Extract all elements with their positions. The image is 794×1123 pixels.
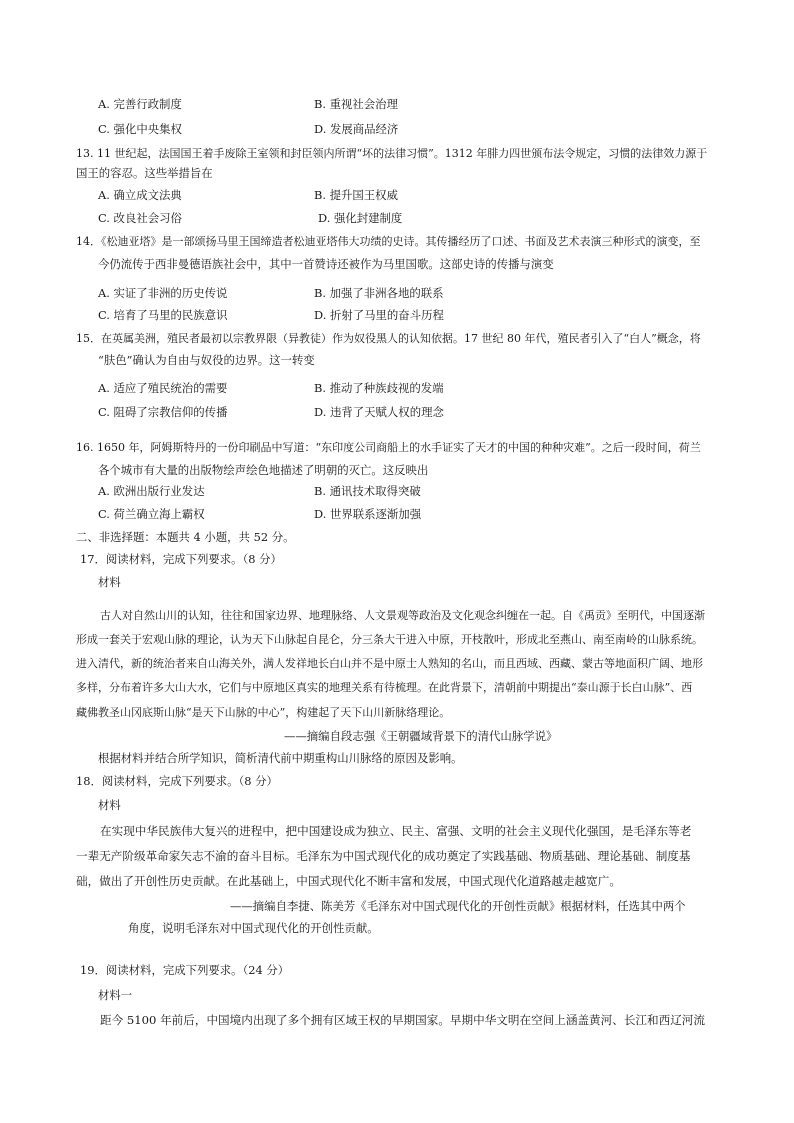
q15-option-a[interactable]: A. 适应了殖民统治的需要 [98, 381, 228, 395]
q18-material-line: 在实现中华民族伟大复兴的进程中，把中国建设成为独立、民主、富强、文明的社会主义现代化强国，是毛泽东等老 [100, 824, 692, 838]
q14-option-a[interactable]: A. 实证了非洲的历史传说 [98, 286, 228, 300]
q15-stem-line1: 15．在英属美洲，殖民者最初以宗教界限（异教徒）作为奴役黑人的认知依据。17 世纪 80 年代，殖民者引入了“白人”概念，将 [76, 332, 701, 345]
q17-material-line: 多样，分布着许多大山大水，它们与中原地区真实的地理关系有待梳理。在此背景下，清朝前中期提出“泰山源于长白山脉”、西 [76, 681, 693, 694]
q17-task: 根据材料并结合所学知识，简析清代前中期重构山川脉络的原因及影响。 [98, 751, 463, 765]
q18-material-label: 材料 [98, 798, 121, 812]
q19-title: 19．阅读材料，完成下列要求。（24 分） [80, 963, 290, 977]
q17-material-line: 进入清代，新的统治者来自山海关外，满人发祥地长白山并不是中原士人熟知的名山，而且西域、西藏、蒙古等地面积广阔、地形 [76, 657, 703, 670]
q14-option-c[interactable]: C. 培育了马里的民族意识 [98, 308, 228, 322]
q13-option-a[interactable]: A. 确立成文法典 [98, 188, 182, 202]
q17-source: ——摘编自段志强《王朝疆域背景下的清代山脉学说》 [284, 729, 558, 743]
q16-option-d[interactable]: D. 世界联系逐渐加强 [314, 507, 422, 521]
q18-task: 角度，说明毛泽东对中国式现代化的开创性贡献。 [128, 921, 379, 935]
q19-material-label: 材料一 [98, 988, 133, 1002]
q15-option-c[interactable]: C. 阻碍了宗教信仰的传播 [98, 405, 228, 419]
q16-option-a[interactable]: A. 欧洲出版行业发达 [98, 484, 205, 498]
q15-option-d[interactable]: D. 违背了天赋人权的理念 [314, 405, 444, 419]
q16-stem-line1: 16. 1650 年，阿姆斯特丹的一份印刷品中写道：“东印度公司商船上的水手证实了天才的中国的种种灾难”。之后一段时间，荷兰 [76, 441, 701, 454]
q13-stem-line1: 13. 11 世纪起，法国国王着手废除王室领和封臣领内所谓“坏的法律习惯”。1312 年腓力四世颁布法令规定，习惯的法律效力源于 [76, 147, 708, 160]
q17-material-line: 形成一套关于宏观山脉的理论，认为天下山脉起自昆仑，分三条大干进入中原，开枝散叶，形成北至燕山、南至南岭的山脉系统。 [76, 633, 703, 646]
q12-option-d[interactable]: D. 发展商品经济 [314, 122, 399, 136]
q18-title: 18．阅读材料，完成下列要求。（8 分） [76, 774, 278, 788]
q13-stem-line2: 国王的容忍。这些举措旨在 [76, 166, 213, 180]
q14-stem-line2: 今仍流传于西非曼德语族社会中，其中一首赞诗还被作为马里国歌。这部史诗的传播与演变 [98, 257, 554, 271]
q16-stem-line2: 各个城市有大量的出版物绘声绘色地描述了明朝的灭亡。这反映出 [98, 463, 429, 477]
q15-stem-line2: “肤色”确认为自由与奴役的边界。这一转变 [98, 353, 315, 367]
q19-material-line: 距今 5100 年前后，中国境内出现了多个拥有区域王权的早期国家。早期中华文明在空间上涵盖黄河、长江和西辽河流 [100, 1013, 705, 1027]
section2-heading: 二、非选择题：本题共 4 小题，共 52 分。 [76, 530, 295, 544]
q16-option-c[interactable]: C. 荷兰确立海上霸权 [98, 507, 205, 521]
q14-option-d[interactable]: D. 折射了马里的奋斗历程 [314, 308, 444, 322]
q12-option-c[interactable]: C. 强化中央集权 [98, 122, 182, 136]
q17-material-label: 材料 [98, 575, 121, 589]
q18-material-line: 础，做出了开创性历史贡献。在此基础上，中国式现代化不断丰富和发展，中国式现代化道路越走越宽广。 [76, 874, 621, 888]
q17-material-line: 藏佛教圣山冈底斯山脉“是天下山脉的中心”，构建起了天下山川新脉络理论。 [76, 706, 451, 719]
q14-option-b[interactable]: B. 加强了非洲各地的联系 [314, 286, 444, 300]
q15-option-b[interactable]: B. 推动了种族歧视的发端 [314, 381, 444, 395]
q18-material-line: 一辈无产阶级革命家矢志不渝的奋斗目标。毛泽东为中国式现代化的成功奠定了实践基础、物质基础、理论基础、制度基 [76, 849, 691, 863]
q16-option-b[interactable]: B. 通讯技术取得突破 [314, 484, 421, 498]
q13-option-d[interactable]: D. 强化封建制度 [318, 211, 403, 225]
q17-material-line: 古人对自然山川的认知，往往和国家边界、地理脉络、人文景观等政治及文化观念纠缠在一起。自《禹贡》至明代，中国逐渐 [100, 609, 705, 622]
q13-option-b[interactable]: B. 提升国王权威 [314, 188, 398, 202]
q13-option-c[interactable]: C. 改良社会习俗 [98, 211, 182, 225]
q14-stem-line1: 14．《松迪亚塔》是一部颂扬马里王国缔造者松迪亚塔伟大功绩的史诗。其传播经历了口述、书面及艺术表演三种形式的演变，至 [76, 235, 701, 248]
q18-source: ——摘编自李捷、陈美芳《毛泽东对中国式现代化的开创性贡献》根据材料，任选其中两个 [230, 899, 686, 913]
q12-option-a[interactable]: A. 完善行政制度 [98, 97, 182, 111]
q17-title: 17．阅读材料，完成下列要求。（8 分） [80, 552, 282, 566]
q12-option-b[interactable]: B. 重视社会治理 [314, 97, 398, 111]
